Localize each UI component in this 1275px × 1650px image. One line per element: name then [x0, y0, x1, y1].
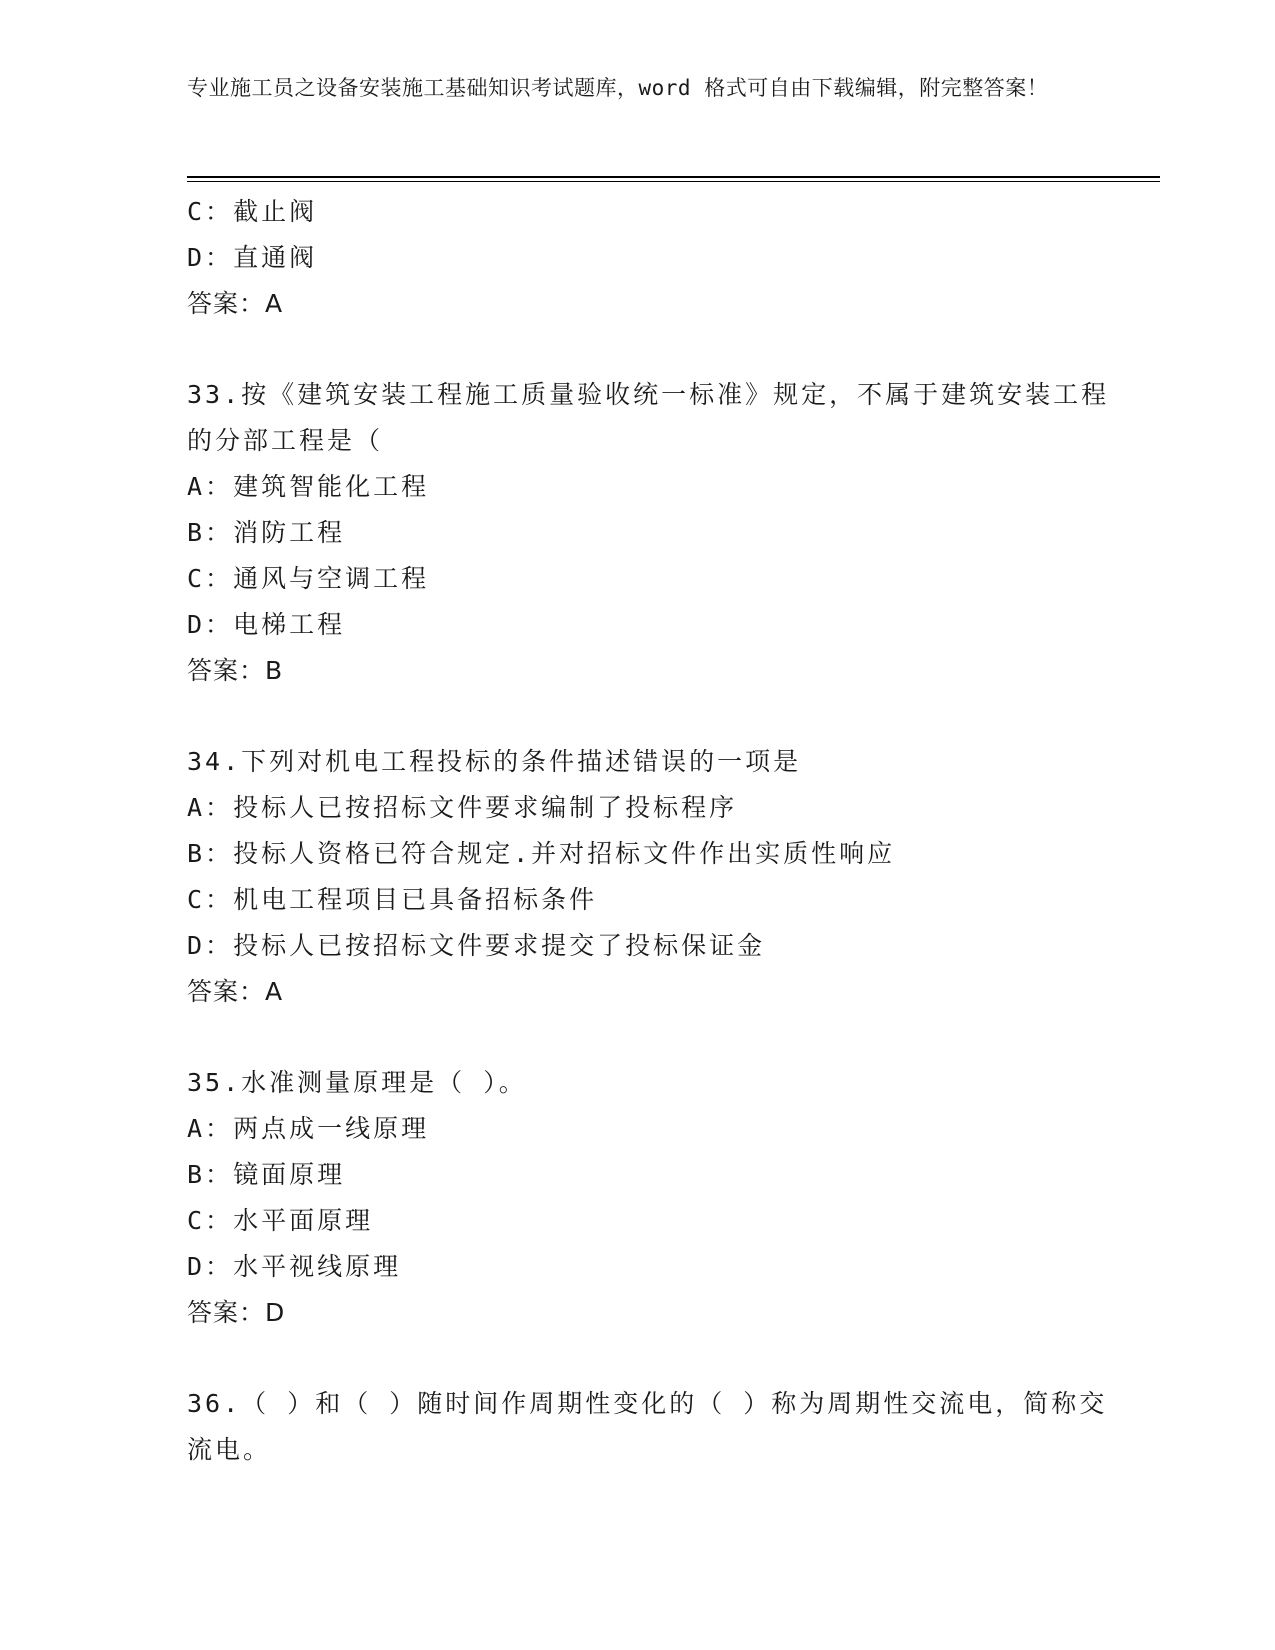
question-fragment — [187, 189, 1117, 327]
document-header: 专业施工员之设备安装施工基础知识考试题库，word 格式可自由下载编辑，附完整答案！ — [187, 76, 1049, 100]
question-text: 36.（ ）和（ ）随时间作周期性变化的（ ）称为周期性交流电，简称交流电。 — [187, 1389, 1108, 1464]
option-c: C：截止阀 — [187, 197, 318, 226]
question-33 — [187, 372, 1117, 694]
option-a: A：两点成一线原理 — [187, 1114, 430, 1143]
question-text: 33.按《建筑安装工程施工质量验收统一标准》规定，不属于建筑安装工程的分部工程是（ — [187, 380, 1110, 455]
question-36 — [187, 1381, 1117, 1473]
option-a: A：建筑智能化工程 — [187, 472, 430, 501]
answer-line: 答案：A — [187, 289, 284, 318]
option-b: B：投标人资格已符合规定.并对招标文件作出实质性响应 — [187, 839, 896, 868]
answer-line: 答案：B — [187, 656, 284, 685]
question-text: 35.水准测量原理是（ ）。 — [187, 1068, 527, 1097]
question-34 — [187, 739, 1117, 1015]
document-body — [187, 189, 1117, 1473]
option-d: D：电梯工程 — [187, 610, 346, 639]
answer-line: 答案：D — [187, 1298, 286, 1327]
option-c: C：通风与空调工程 — [187, 564, 430, 593]
header-rule-thick — [187, 176, 1160, 178]
option-d: D：直通阀 — [187, 243, 318, 272]
option-a: A：投标人已按招标文件要求编制了投标程序 — [187, 793, 738, 822]
option-d: D：水平视线原理 — [187, 1252, 402, 1281]
option-b: B：消防工程 — [187, 518, 346, 547]
option-c: C：水平面原理 — [187, 1206, 374, 1235]
answer-line: 答案：A — [187, 977, 284, 1006]
question-text: 34.下列对机电工程投标的条件描述错误的一项是 — [187, 747, 802, 776]
option-b: B：镜面原理 — [187, 1160, 346, 1189]
question-35 — [187, 1060, 1117, 1336]
header-rule-thin — [187, 181, 1160, 182]
option-c: C：机电工程项目已具备招标条件 — [187, 885, 598, 914]
option-d: D：投标人已按招标文件要求提交了投标保证金 — [187, 931, 766, 960]
